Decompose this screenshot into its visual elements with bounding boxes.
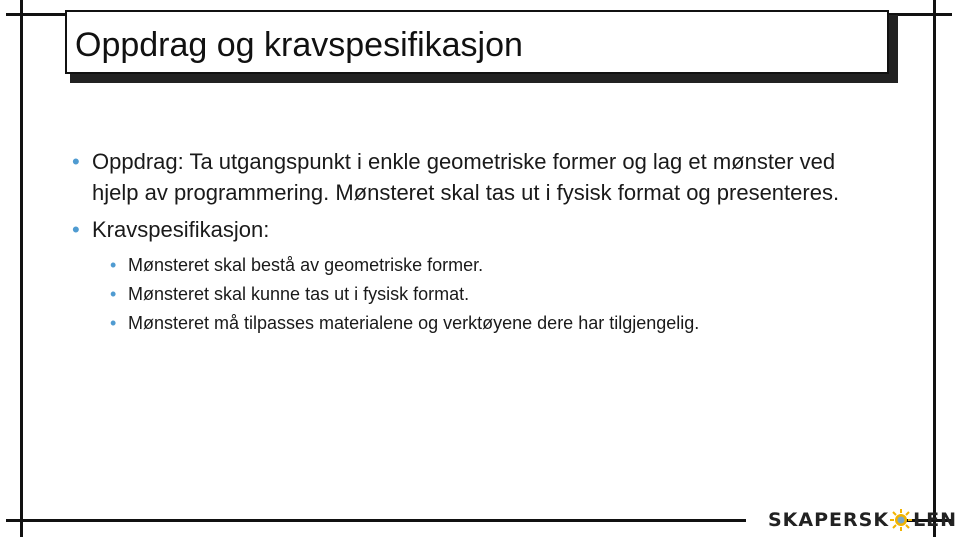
slide-content	[72, 146, 872, 338]
sub-bullet-item	[110, 280, 872, 309]
title-box	[65, 10, 889, 74]
skaperskolen-logo	[768, 506, 957, 534]
bullet-icon: •	[110, 255, 117, 275]
bullet-icon: •	[72, 149, 80, 174]
frame-tick	[20, 0, 23, 14]
logo-text-left: SKAPERSK	[768, 509, 890, 531]
bullet-icon: •	[72, 217, 80, 242]
bullet-item	[72, 214, 872, 245]
sub-bullet-item	[110, 309, 872, 338]
sub-bullet-text: Mønsteret skal bestå av geometriske former.	[128, 255, 484, 275]
frame-tick	[933, 0, 936, 14]
sub-bullet-list	[110, 251, 872, 338]
frame-right-line	[933, 6, 936, 530]
bullet-icon: •	[110, 284, 117, 304]
sub-bullet-text: Mønsteret må tilpasses materialene og verktøyene dere har tilgjengelig.	[128, 313, 700, 333]
page-title: Oppdrag og kravspesifikasjon	[75, 26, 523, 64]
bullet-icon: •	[110, 313, 117, 333]
bullet-text: Kravspesifikasjon:	[92, 217, 270, 242]
bullet-text: Oppdrag: Ta utgangspunkt i enkle geometriske former og lag et mønster ved hjelp av programmering. Mønsteret skal tas ut i fysisk format og presenteres.	[92, 149, 840, 205]
sub-bullet-item	[110, 251, 872, 280]
frame-bottom-line	[6, 519, 746, 522]
frame-left-line	[20, 6, 23, 530]
bullet-item	[72, 146, 872, 208]
frame-tick	[20, 523, 23, 537]
sub-bullet-text: Mønsteret skal kunne tas ut i fysisk format.	[128, 284, 470, 304]
logo-text-right: LEN	[913, 509, 958, 531]
sun-gear-icon	[890, 509, 912, 531]
